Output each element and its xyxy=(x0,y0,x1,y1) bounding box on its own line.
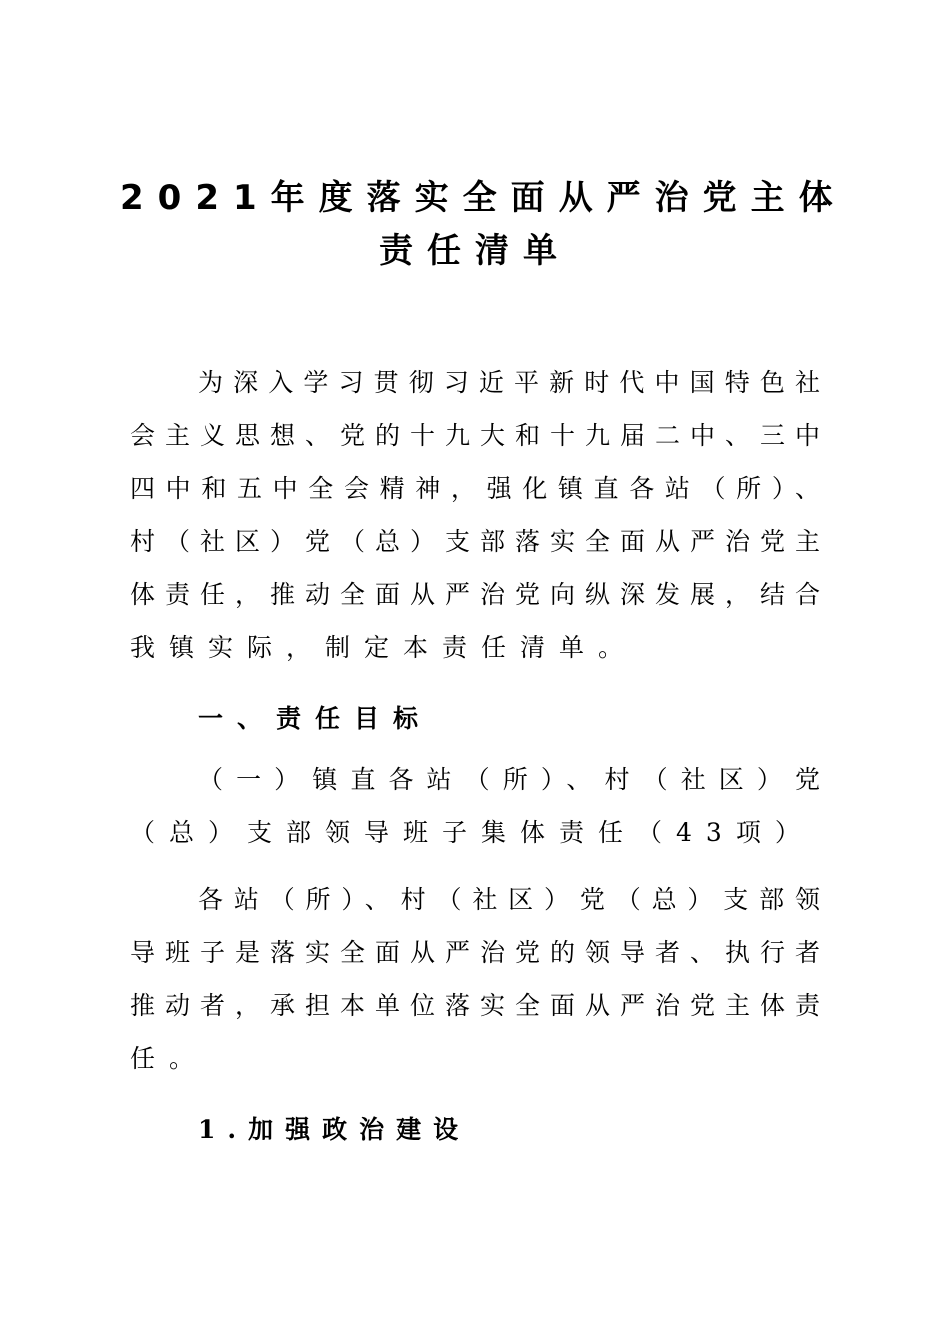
body-line-4: 任。 xyxy=(130,1044,209,1073)
intro-line-4: 村（社区）党（总）支部落实全面从严治党主 xyxy=(130,527,820,556)
item-heading: 1.加强政治建设 xyxy=(198,1115,471,1144)
intro-line-2: 会主义思想、党的十九大和十九届二中、三中 xyxy=(130,421,820,450)
body-line-2: 导班子是落实全面从严治党的领导者、执行者 xyxy=(130,938,820,967)
subsection-line-2: （总）支部领导班子集体责任（43项） xyxy=(130,818,814,847)
body-line-3: 推动者，承担本单位落实全面从严治党主体责 xyxy=(130,991,820,1020)
intro-line-3: 四中和五中全会精神，强化镇直各站（所）、 xyxy=(130,474,820,503)
document-title-line-1: 2021年度落实全面从严治党主体 xyxy=(120,178,847,218)
intro-line-1: 为深入学习贯彻习近平新时代中国特色社 xyxy=(198,368,820,397)
document-title-line-2: 责任清单 xyxy=(379,231,571,271)
intro-line-6: 我镇实际，制定本责任清单。 xyxy=(130,633,638,662)
body-line-1: 各站（所）、村（社区）党（总）支部领 xyxy=(198,885,820,914)
subsection-line-1: （一）镇直各站（所）、村（社区）党 xyxy=(198,765,820,794)
intro-line-5: 体责任，推动全面从严治党向纵深发展，结合 xyxy=(130,580,820,609)
section-heading: 一、责任目标 xyxy=(198,704,433,733)
